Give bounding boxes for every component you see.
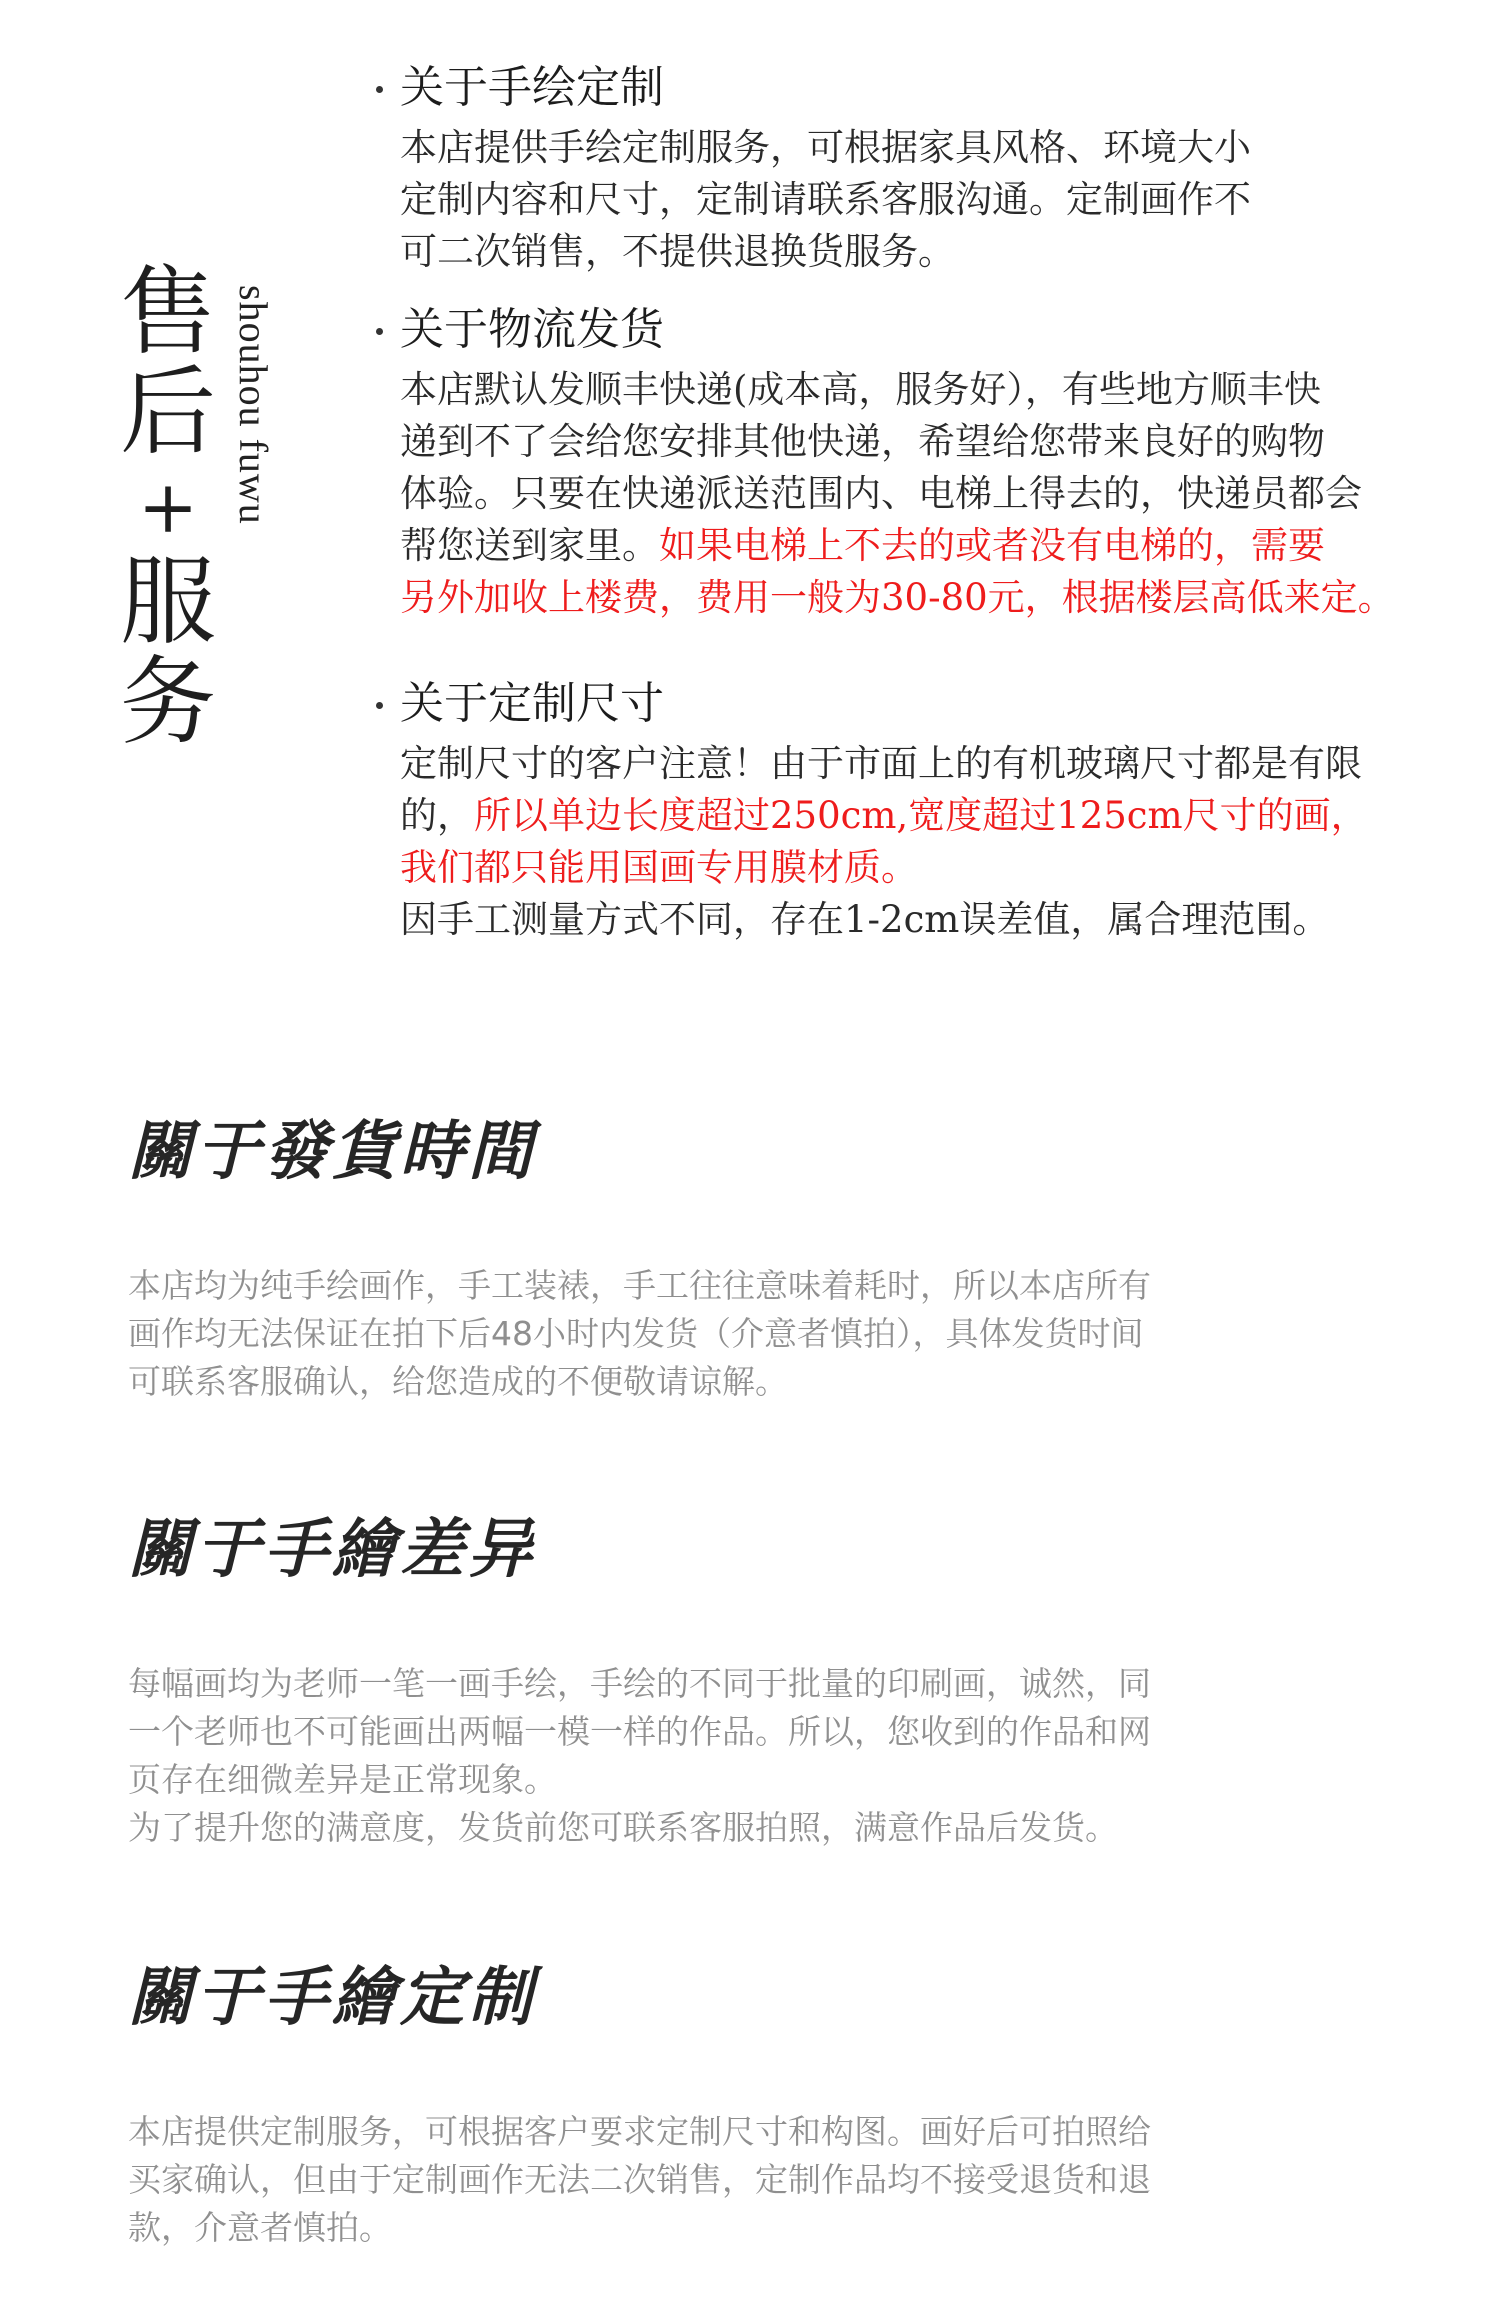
body-line: 页存在细微差异是正常现象。 [128,1760,557,1799]
paragraph-line: 定制内容和尺寸，定制请联系客服沟通。定制画作不 [400,178,1251,221]
highlight-line: 另外加收上楼费，费用一般为30-80元，根据楼层高低来定。 [400,576,1395,619]
paragraph-line: 帮您送到家里。如果电梯上不去的或者没有电梯的，需要 [400,524,1325,567]
paragraph-line: 体验。只要在快递派送范围内、电梯上得去的，快递员都会 [400,472,1362,515]
side-vertical-title [118,256,218,758]
section-title: 關于手繪差异 [128,1512,536,1587]
highlight-line: 我们都只能用国画专用膜材质。 [400,846,918,889]
body-line: 画作均无法保证在拍下后48小时内发货（介意者慎拍），具体发货时间 [128,1314,1144,1353]
body-line: 本店均为纯手绘画作，手工装裱，手工往往意味着耗时，所以本店所有 [128,1266,1151,1305]
bullet-dot-icon [376,702,383,709]
section-custom-size [400,676,1470,946]
body-line: 本店提供定制服务，可根据客户要求定制尺寸和构图。画好后可拍照给 [128,2112,1151,2151]
section-body [128,1262,1288,1406]
body-line: 可联系客服确认，给您造成的不便敬请谅解。 [128,1362,788,1401]
paragraph-line: 递到不了会给您安排其他快递，希望给您带来良好的购物 [400,420,1325,463]
section-title: 關于發貨時間 [128,1114,536,1189]
paragraph-line: 定制尺寸的客户注意！由于市面上的有机玻璃尺寸都是有限 [400,742,1362,785]
side-pinyin: shouhou fuwu [231,285,276,525]
paragraph-line: 本店提供手绘定制服务，可根据家具风格、环境大小 [400,126,1251,169]
section-custom-painting [400,60,1470,278]
side-title-plus: + [137,465,199,549]
section-shipping-time [128,1112,1288,1406]
body-line: 买家确认，但由于定制画作无法二次销售，定制作品均不接受退货和退 [128,2160,1151,2199]
section-painting-difference [128,1510,1288,1852]
bullet-dot-icon [376,328,383,335]
section-heading: 关于物流发货 [368,302,1470,358]
paragraph-line: 的，所以单边长度超过250cm,宽度超过125cm尺寸的画， [400,794,1368,837]
section-painting-customization [128,1958,1288,2252]
paragraph-line: 因手工测量方式不同，存在1-2cm误差值，属合理范围。 [400,898,1330,941]
side-title-char: 后 [120,356,216,468]
section-paragraph [368,122,1470,278]
body-line: 一个老师也不可能画出两幅一模一样的作品。所以，您收到的作品和网 [128,1712,1151,1751]
bullet-dot-icon [376,86,383,93]
paragraph-line: 可二次销售，不提供退换货服务。 [400,230,955,273]
highlight-text: 所以单边长度超过250cm,宽度超过125cm尺寸的画， [474,794,1368,837]
side-title-char: 售 [120,256,216,368]
section-paragraph [368,364,1470,624]
section-heading: 关于定制尺寸 [368,676,1470,732]
section-heading: 关于手绘定制 [368,60,1470,116]
paragraph-line: 本店默认发顺丰快递(成本高，服务好），有些地方顺丰快 [400,368,1321,411]
section-logistics [400,302,1470,624]
body-line: 每幅画均为老师一笔一画手绘，手绘的不同于批量的印刷画，诚然，同 [128,1664,1151,1703]
section-paragraph [368,738,1470,946]
section-body [128,2108,1288,2252]
highlight-text: 如果电梯上不去的或者没有电梯的，需要 [659,524,1325,567]
body-line: 为了提升您的满意度，发货前您可联系客服拍照，满意作品后发货。 [128,1808,1118,1847]
side-title-char: 服 [120,546,216,658]
body-line: 款，介意者慎拍。 [128,2208,392,2247]
side-title-char: 务 [120,646,216,758]
section-body [128,1660,1288,1852]
section-title: 關于手繪定制 [128,1960,536,2035]
